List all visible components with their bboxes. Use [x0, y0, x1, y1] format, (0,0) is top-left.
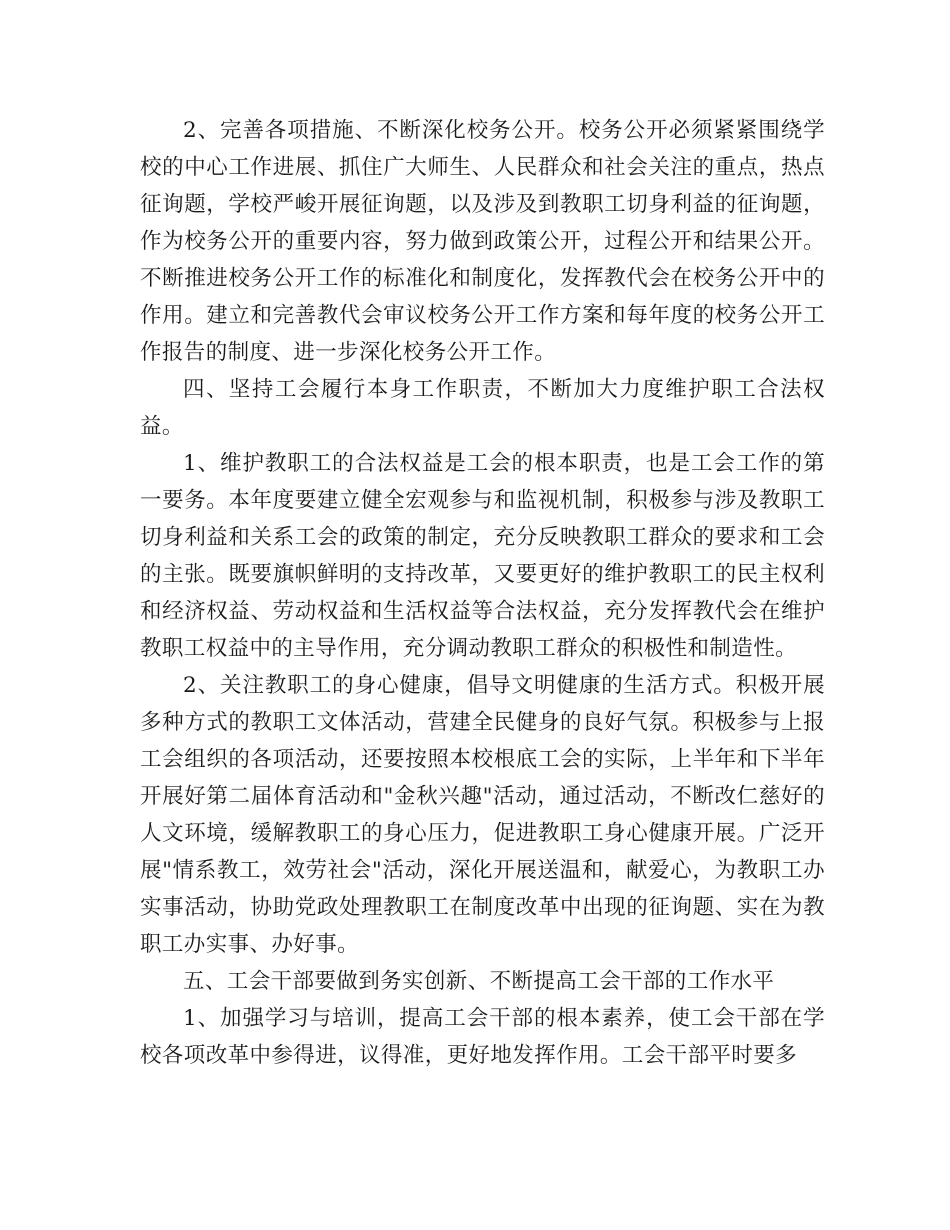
document-body: [140, 112, 825, 1074]
heading-section-four: 四、坚持工会履行本身工作职责，不断加大力度维护职工合法权益。: [140, 377, 825, 439]
paragraph-training: 1、加强学习与培训，提高工会干部的根本素养，使工会干部在学校各项改革中参得进，议得准，更好地发挥作用。工会干部平时要多: [140, 1006, 825, 1068]
paragraph-school-affairs-openness: 2、完善各项措施、不断深化校务公开。校务公开必须紧紧围绕学校的中心工作进展、抓住广大师生、人民群众和社会关注的重点，热点征询题，学校严峻开展征询题，以及涉及到教职工切身利益的征询题，作为校务公开的重要内容，努力做到政策公开，过程公开和结果公开。不断推进校务公开工作的标准化和制度化，发挥教代会在校务公开中的作用。建立和完善教代会审议校务公开工作方案和每年度的校务公开工作报告的制度、进一步深化校务公开工作。: [140, 118, 825, 365]
paragraph-protect-rights: 1、维护教职工的合法权益是工会的根本职责，也是工会工作的第一要务。本年度要建立健全宏观参与和监视机制，积极参与涉及教职工切身利益和关系工会的政策的制定，充分反映教职工群众的要求和工会的主张。既要旗帜鲜明的支持改革，又要更好的维护教职工的民主权利和经济权益、劳动权益和生活权益等合法权益，充分发挥教代会在维护教职工权益中的主导作用，充分调动教职工群众的积极性和制造性。: [140, 451, 825, 661]
heading-section-five: 五、工会干部要做到务实创新、不断提高工会干部的工作水平: [183, 969, 775, 994]
paragraph-health-activities: 2、关注教职工的身心健康，倡导文明健康的生活方式。积极开展多种方式的教职工文体活动，营建全民健身的良好气氛。积极参与上报工会组织的各项活动，还要按照本校根底工会的实际，上半年和下半年开展好第二届体育活动和"金秋兴趣"活动，通过活动，不断改仁慈好的人文环境，缓解教职工的身心压力，促进教职工身心健康开展。广泛开展"情系教工，效劳社会"活动，深化开展送温和，献爱心，为教职工办实事活动，协助党政处理教职工在制度改革中出现的征询题、实在为教职工办实事、办好事。: [140, 673, 825, 957]
